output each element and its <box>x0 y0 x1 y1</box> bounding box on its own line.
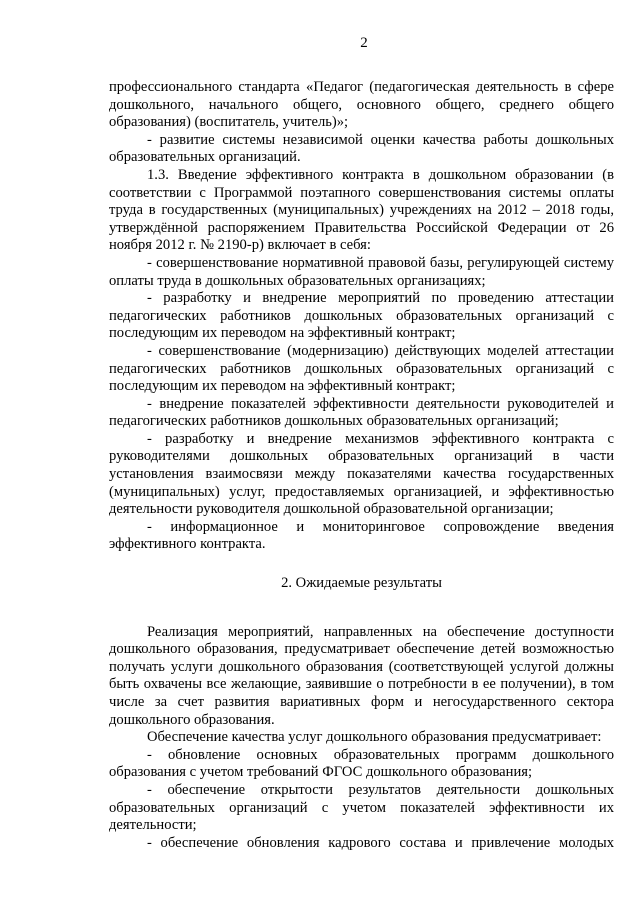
list-item-contract-mechanisms: - разработку и внедрение механизмов эффективного контракта с руководителями дошкольных образовательных организаций в части установления взаимосвязи между показателями качества государственных (муниципальных) услуг, предоставляемых организацией, и эффективностью деятельности руководителя дошкольной образовательной организации; <box>109 430 614 518</box>
list-item-program-update: - обновление основных образовательных программ дошкольного образования с учетом требований ФГОС дошкольного образования; <box>109 746 614 781</box>
list-item-staff-renewal: - обеспечение обновления кадрового состава и привлечение молодых <box>147 834 614 851</box>
list-item-independent-assessment: - развитие системы независимой оценки качества работы дошкольных образовательных организаций. <box>109 131 614 166</box>
list-item-regulatory-base: - совершенствование нормативной правовой базы, регулирующей систему оплаты труда в дошкольных образовательных организациях; <box>109 254 614 289</box>
paragraph-professional-standard: профессионального стандарта «Педагог (педагогическая деятельность в сфере дошкольного, начального общего, основного общего, среднего общего образования) (воспитатель, учитель)»; <box>109 79 614 131</box>
list-item-information-support: - информационное и мониторинговое сопровождение введения эффективного контракта. <box>109 518 614 553</box>
page-number: 2 <box>360 35 368 51</box>
list-item-attestation-models: - совершенствование (модернизацию) действующих моделей аттестации педагогических работников дошкольных образовательных организаций с последующим их переводом на эффективный контракт; <box>109 342 614 395</box>
document-body <box>109 79 614 852</box>
list-item-openness: - обеспечение открытости результатов деятельности дошкольных образовательных организаций с учетом показателей эффективности их деятельности; <box>109 781 614 834</box>
paragraph-quality-intro: Обеспечение качества услуг дошкольного образования предусматривает: <box>147 729 602 746</box>
paragraph-section-1-3: 1.3. Введение эффективного контракта в дошкольном образовании (в соответствии с Программой поэтапного совершенствования системы оплаты труда в государственных (муниципальных) учреждениях на 2012 – 2018 годы, утверждённой распоряжением Правительства Российской Федерации от 26 ноября 2012 г. № 2190-р) включает в себя: <box>109 166 614 254</box>
list-item-efficiency-indicators: - внедрение показателей эффективности деятельности руководителей и педагогических работников дошкольных образовательных организаций; <box>109 395 614 430</box>
section-heading: 2. Ожидаемые результаты <box>281 575 442 592</box>
list-item-attestation-measures: - разработку и внедрение мероприятий по проведению аттестации педагогических работников дошкольных образовательных организаций с последующим их переводом на эффективный контракт; <box>109 290 614 342</box>
paragraph-accessibility: Реализация мероприятий, направленных на обеспечение доступности дошкольного образования, предусматривает обеспечение детей возможностью получать услуги дошкольного образования (соответствующей услугой должны быть охвачены все желающие, заявившие о потребности в ее получении), в том числе за счет развития вариативных форм и негосударственного сектора дошкольного образования. <box>109 623 614 728</box>
